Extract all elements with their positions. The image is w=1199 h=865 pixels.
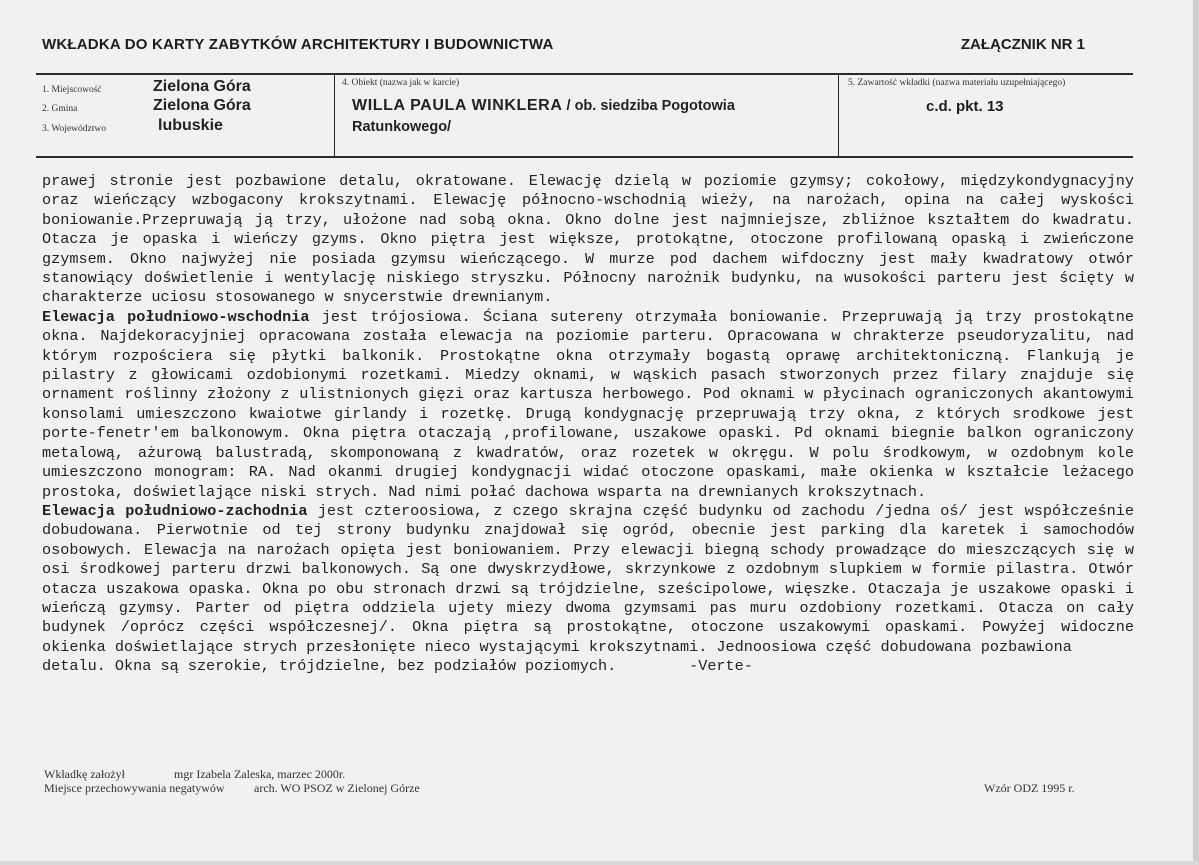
contents-label: 5. Zawartość wkładki (nazwa materiału uzupełniającego)	[848, 78, 1066, 88]
text-southeast-elevation: jest trójosiowa. Ściana sutereny otrzymała boniowanie. Przepruwają ją trzy prostokątne okna. Najdekoracyjniej opracowana została elewacja na poziomie parteru. Opracowana w chrakterze pseudoryzalitu, nad którym rozpościera się płytki balkonik. Prostokątne okna otrzymały bogastą oprawę architektoniczną. Flankują je pilastry z głowicami ozdobionymi rozetkami. Miedzy oknami, w wąskich pasach stworzonych przez filary znajduje się ornament roślinny złożony z ulistnionych gięzi oraz kartusza herbowego. Pod oknami w płycinach ograniczonych akantowymi konsolami umieszczono kwaiotwe girlandy i rozetkę. Drugą kondygnację przepruwają trzy okna, z których srodkowe jest porte-fenetr'em balkonowym. Okna piętra otaczają ,profilowane, uszakowe opaski. Pd oknami biegnie balkon ograniczony metalową, ażurową balustradą, skomponowaną z kwadratów, oraz rozetek w okręgu. W polu środkowym, w ozdobnym kole umieszczono monogram: RA. Nad okanmi drugiej kondygnacji widać otoczone opaskami, małe okienka w kształcie leżacego prostoka, doświetlające niski strych. Nad nimi połać dachowa wsparta na drewnianych krokszytnach.	[42, 307, 1134, 501]
description-text	[42, 172, 1134, 677]
annex-number: ZAŁĄCZNIK NR 1	[960, 36, 1085, 53]
negatives-value: arch. WO PSOZ w Zielonej Górze	[254, 781, 420, 795]
author-value: mgr Izabela Zaleska, marzec 2000r.	[174, 767, 346, 781]
object-name-rest: / ob. siedziba Pogotowia	[566, 98, 735, 114]
heading-southwest-elevation: Elewacja południowo-zachodnia	[42, 501, 308, 520]
object-label: 4. Obiekt (nazwa jak w karcie)	[342, 78, 460, 88]
template-note: Wzór ODZ 1995 r.	[984, 781, 1075, 795]
paragraph-southwest	[42, 502, 1134, 657]
voivodeship-label: 3. Województwo	[42, 124, 106, 134]
text-southwest-elevation: jest czteroosiowa, z czego skrajna część budynku od zachodu /jedna oś/ jest współcześnie dobudowana. Pierwotnie od tej strony budynku znajdował się ogród, obecnie jest parking dla karetek i samochodów osobowych. Elewacja na narożach opięta jest boniowaniem. Przy elewacji biegną schody prowadzące do mieszczących się w osi środkowej parteru drzwi balkonowych. Są one dwyskrzydłowe, skrzynkowe z ozdobnym slupkiem w formie pilastra. Otwór otacza uszakowa opaska. Okna po obu stronach drzwi są trójdzielne, sześcipolowe, więszke. Otaczaja je uszakowe opaski i wieńczą gzymsy. Parter od piętra oddziela ujety miezy dwoma gzymsami pas muru ozdobiony rozetkami. Otacza on cały budynek /oprócz części współczesnej/. Okna piętra są prostokątne, otoczone uszakowymi opaskami. Powyżej widoczne okienka doświetlające strych przesłonięte nieco wystającymi krokszytnami. Jednoosiowa część dobudowana pozbawiona	[42, 501, 1134, 656]
town-value: Zielona Góra	[153, 78, 251, 95]
scan-edge-right	[1193, 0, 1199, 865]
negatives-label: Miejsce przechowywania negatywów	[44, 781, 225, 795]
heading-southeast-elevation: Elewacja południowo-wschodnia	[42, 307, 310, 326]
object-name-line1	[352, 97, 735, 115]
header-rule-top	[36, 73, 1133, 75]
town-label: 1. Miejscowość	[42, 85, 102, 95]
paragraph-southeast	[42, 308, 1134, 502]
commune-label: 2. Gmina	[42, 104, 78, 114]
paragraph-final-line: detalu. Okna są szerokie, trójdzielne, bez podziałów poziomych. -Verte-	[42, 657, 753, 676]
contents-value: c.d. pkt. 13	[926, 98, 1004, 115]
scan-edge-bottom	[0, 861, 1199, 865]
commune-value: Zielona Góra	[153, 97, 251, 114]
column-divider-1	[334, 75, 335, 156]
column-divider-2	[838, 75, 839, 156]
author-label: Wkładkę założył	[44, 767, 125, 781]
paragraph-continuation: prawej stronie jest pozbawione detalu, okratowane. Elewację dzielą w poziomie gzymsy; cokołowy, międzykondygnacyjny oraz wieńczący wzbogacony krokszytnami. Elewację północno-wschodnią wieży, na narożach, opina na całej wyskości boniowanie.Przepruwają ją trzy, ułożone nad sobą okna. Okno dolne jest najmniejsze, zbliżnoe kształtem do kwadratu. Otacza je opaska i wieńczy gzyms. Okno piętra jest większe, protokątne, otoczone profilowaną opaską i zwieńczone gzymsem. Okno najwyżej nie posiada gzymsu wieńczącego. W murze pod dachem wifdoczny jest mały kwadratowy otwór stanowiący doświetlenie i wentylację niskiego stryszku. Północny narożnik budynku, na wusokości parteru jest ścięty w charakterze uciosu stosowanego w snycerstwie drewnianym.	[42, 172, 1134, 307]
header-rule-bottom	[36, 156, 1133, 158]
object-name-line2: Ratunkowego/	[352, 119, 452, 135]
object-name-main: WILLA PAULA WINKLERA	[352, 97, 563, 114]
form-title: WKŁADKA DO KARTY ZABYTKÓW ARCHITEKTURY I BUDOWNICTWA	[42, 36, 554, 53]
voivodeship-value: lubuskie	[158, 117, 223, 134]
